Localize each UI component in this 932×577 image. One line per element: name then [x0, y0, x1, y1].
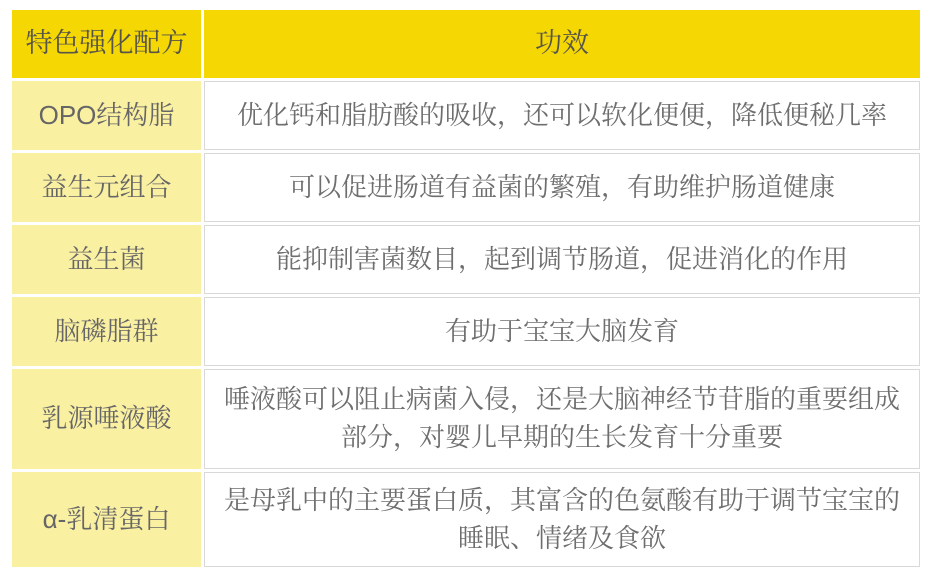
effect-description-cell: 是母乳中的主要蛋白质，其富含的色氨酸有助于调节宝宝的睡眠、情绪及食欲	[204, 472, 920, 567]
header-formula-column: 特色强化配方	[12, 10, 201, 78]
formula-name-cell: α-乳清蛋白	[12, 472, 201, 567]
effect-description-cell: 可以促进肠道有益菌的繁殖，有助维护肠道健康	[204, 153, 920, 222]
formula-name-cell: 脑磷脂群	[12, 297, 201, 366]
effect-description-cell: 唾液酸可以阻止病菌入侵，还是大脑神经节苷脂的重要组成部分，对婴儿早期的生长发育十分重要	[204, 369, 920, 469]
formula-name-cell: 益生元组合	[12, 153, 201, 222]
effect-description-cell: 优化钙和脂肪酸的吸收，还可以软化便便，降低便秘几率	[204, 81, 920, 150]
formula-name-cell: 益生菌	[12, 225, 201, 294]
formula-benefits-table	[12, 10, 920, 567]
formula-name-cell: 乳源唾液酸	[12, 369, 201, 469]
header-effect-column: 功效	[204, 10, 920, 78]
formula-name-cell: OPO结构脂	[12, 81, 201, 150]
effect-description-cell: 能抑制害菌数目，起到调节肠道，促进消化的作用	[204, 225, 920, 294]
effect-description-cell: 有助于宝宝大脑发育	[204, 297, 920, 366]
